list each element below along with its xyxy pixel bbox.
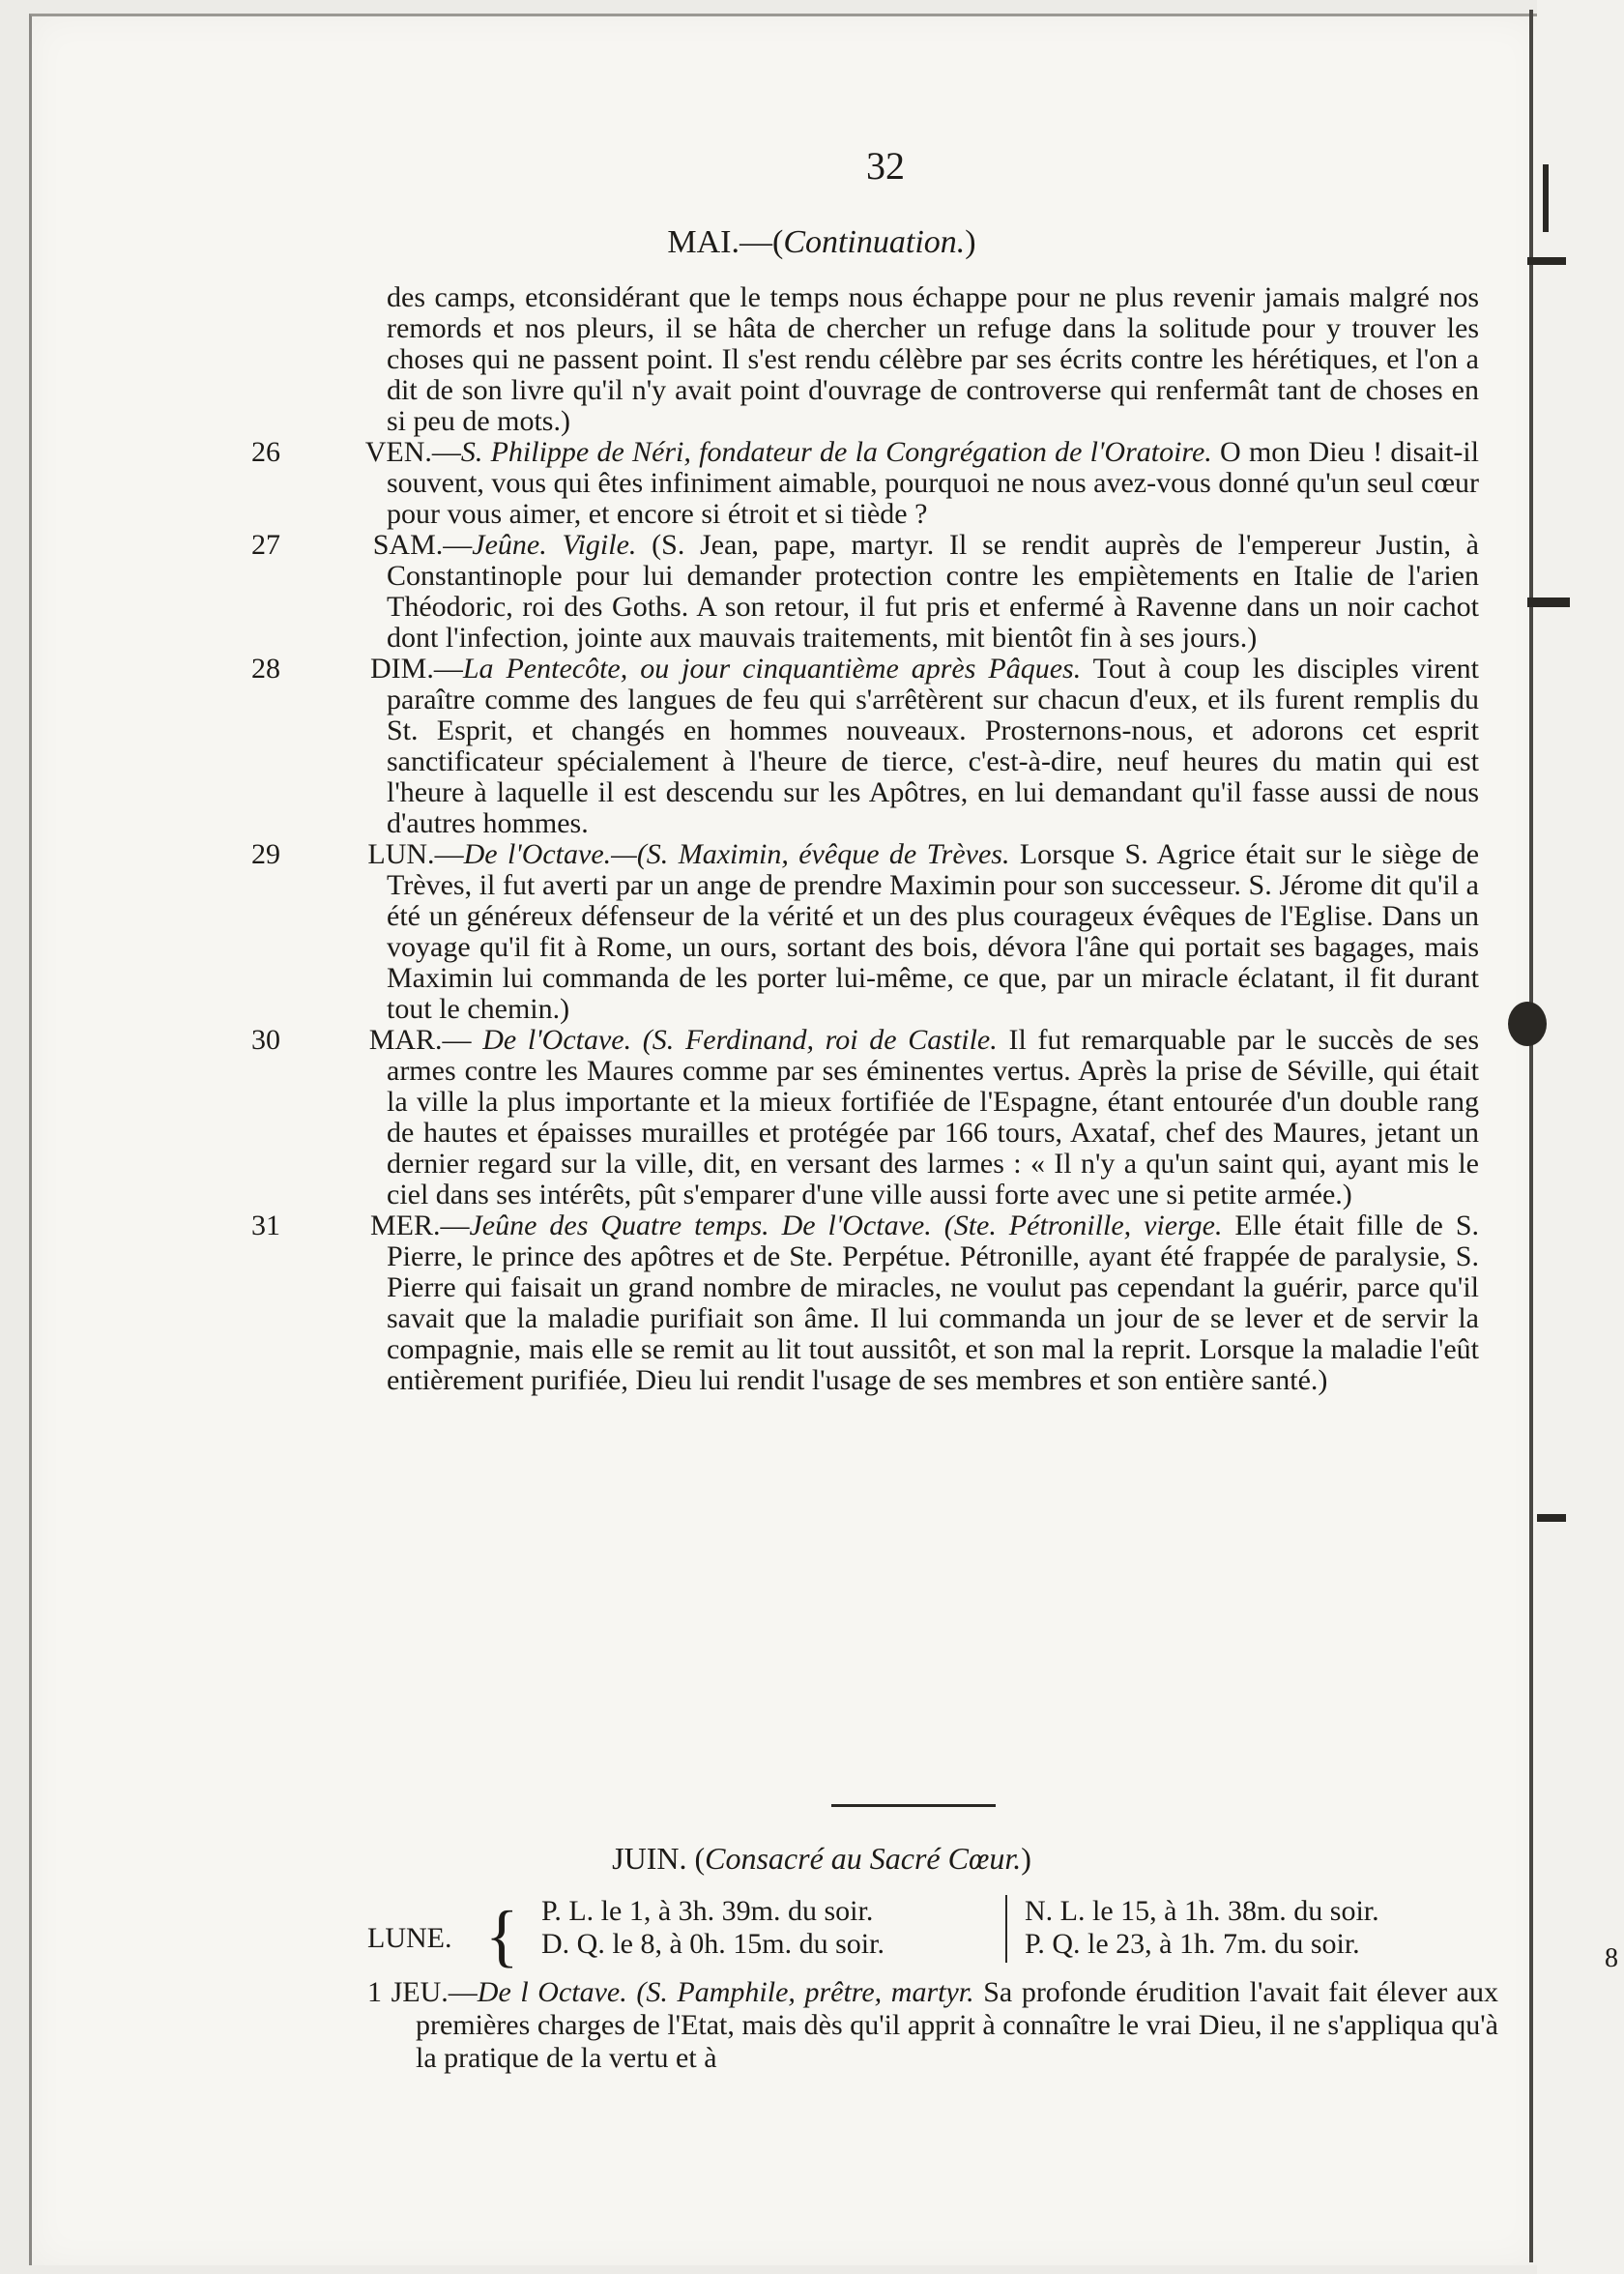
entry-feast: De l'Octave.—(S. Maximin, évêque de Trèves. [463,838,1010,870]
entry-day: MAR. [368,1024,443,1056]
entry-separator: — [440,1210,470,1241]
entry-feast: S. Philippe de Néri, fondateur de la Congrégation de l'Oratoire. [460,436,1212,468]
calendar-entry [251,653,1479,839]
entry-separator: — [448,1976,478,2008]
moon-phases-left [541,1895,884,1961]
juin-entries [367,1976,1498,2075]
continuation-paragraph: des camps, etconsidérant que le temps nous échappe pour ne plus revenir jamais malgré nos remords et nos pleurs, il se hâta de chercher un refuge dans la solitude pour y trouver les choses qui ne passent point. Il s'est rendu célèbre par ses écrits contre les hérétiques, et l'on a dit de son livre qu'il n'y avait point d'ouvrage de controverse qui renfermât tant de choses en si peu de mots.) [387,281,1479,437]
entry-text: (S. Jean, pape, martyr. Il se rendit auprès de l'empereur Justin, à Constantinople pour lui demander protection contre les empiètements en Italie de l'arien Théodoric, roi des Goths. A son retour, il fut pris et enfermé à Ravenne dans un noir cachot dont l'infection, jointe aux mauvais traitements, mit bientôt fin à ses jours.) [387,529,1480,654]
moon-phases-separator [1005,1895,1007,1963]
month-heading-suffix: ) [965,224,976,260]
entry-day: VEN. [364,436,432,468]
entry-separator: — [433,653,463,685]
entry-separator: — [434,838,464,870]
moon-phase: D. Q. le 8, à 0h. 15m. du soir. [541,1928,884,1960]
entry-day: DIM. [369,653,434,685]
page-edge-shadow [1529,10,1533,2262]
calendar-entry [251,1024,1480,1210]
calendar-entry [367,1976,1498,2075]
entry-feast: La Pentecôte, ou jour cinquantième après Pâques. [462,653,1082,685]
section-divider [831,1804,996,1807]
juin-heading [0,1841,1624,1877]
entry-number: 28 [251,653,280,685]
entry-number: 27 [251,529,280,561]
page-number: 32 [866,144,905,188]
binding-mark [1543,164,1549,232]
month-heading [0,224,1624,261]
entry-number: 1 [367,1976,382,2008]
entry-feast: Jeûne. Vigile. [472,529,637,561]
entry-day: JEU. [391,1976,449,2008]
month-heading-italic: Continuation. [783,224,966,260]
entry-number: 31 [251,1210,280,1241]
entry-number: 29 [251,838,280,870]
entry-day: LUN. [367,838,435,870]
entry-day: MER. [369,1210,441,1241]
binding-mark [1527,598,1570,607]
moon-phase: P. L. le 1, à 3h. 39m. du soir. [541,1895,874,1927]
entry-feast: Jeûne des Quatre temps. De l'Octave. (Ste. Pétronille, vierge. [469,1210,1223,1241]
moon-phase: N. L. le 15, à 1h. 38m. du soir. [1025,1895,1379,1927]
entry-text: Elle était fille de S. Pierre, le prince des apôtres et de Ste. Perpétue. Pétronille, ayant été frappée de paralysie, S. Pierre qui faisait un grand nombre de miracles, ne voulut pas cependant la guérir, parce qu'il savait que la maladie purifiait son âme. Il lui commanda un jour de se lever et de servir la compagnie, mais elle se remit au lit tout aussitôt, et son mal la reprit. Lorsque la maladie l'eût entièrement purifiée, Dieu lui rendit l'usage de ses membres et son entière santé.) [387,1210,1480,1396]
entry-separator: — [442,1024,483,1056]
calendar-entry [251,529,1480,654]
entry-day: SAM. [372,529,444,561]
next-page-strip [1537,0,1624,2274]
calendar-entry [251,436,1479,530]
moon-phases-label: LUNE. [367,1922,452,1954]
entry-text: O mon Dieu ! disait-il souvent, vous qui êtes infiniment aimable, pourquoi ne nous avez-vous donné qu'un seul cœur pour vous aimer, et encore si étroit et si tiède ? [387,436,1479,530]
calendar-entry [251,838,1480,1025]
calendar-entry [251,1210,1480,1396]
binding-mark [1537,1514,1566,1522]
margin-char: 8 [1605,1943,1618,1973]
entry-text: Sa profonde érudition l'avait fait élever aux premières charges de l'Etat, mais dès qu'il apprit à connaître le vrai Dieu, il ne s'appliqua qu'à la pratique de la vertu et à [416,1976,1498,2074]
juin-heading-suffix: ) [1021,1841,1031,1876]
entry-separator: — [431,436,461,468]
moon-phase: P. Q. le 23, à 1h. 7m. du soir. [1025,1928,1360,1960]
entry-number: 30 [251,1024,280,1056]
entry-number: 26 [251,436,280,468]
binding-mark [1508,1002,1547,1046]
moon-phases-right [1025,1895,1379,1961]
juin-heading-prefix: JUIN. ( [612,1841,706,1876]
juin-heading-italic: Consacré au Sacré Cœur. [705,1841,1022,1876]
entry-feast: De l Octave. (S. Pamphile, prêtre, martyr. [477,1976,974,2008]
entry-text: Tout à coup les disciples virent paraître comme des langues de feu qui s'arrêtèrent sur chacun d'eux, et ils furent remplis du St. Esprit, et changés en hommes nouveaux. Prosternons-nous, et adorons cet esprit sanctificateur spécialement à l'heure de tierce, c'est-à-dire, neuf heures du matin qui est l'heure à laquelle il est descendu sur les Apôtres, en lui demandant qu'il fasse aussi de nous d'autres hommes. [387,653,1479,839]
entry-text: Lorsque S. Agrice était sur le siège de Trèves, il fut averti par un ange de prendre Maximin pour son successeur. S. Jérome dit qu'il a été un généreux défenseur de la vérité et un des plus courageux évêques de l'Eglise. Dans un voyage qu'il fit à Rome, un ours, sortant des bois, dévora l'âne qui portait ses bagages, mais Maximin lui commanda de les porter lui-même, ce que, par un miracle éclatant, il fit durant tout le chemin.) [387,838,1480,1025]
calendar-entries [251,281,1480,1396]
entry-feast: De l'Octave. (S. Ferdinand, roi de Castile. [482,1024,998,1056]
entry-separator: — [443,529,473,561]
month-heading-prefix: MAI.—( [667,224,784,260]
entry-text: Il fut remarquable par le succès de ses armes contre les Maures comme par ses éminentes vertus. Après la prise de Séville, qui était la ville la plus importante et la mieux fortifiée de l'Espagne, étant entourée d'un double rang de hautes et épaisses murailles et protégée par 166 tours, Axataf, chef des Maures, jetant un dernier regard sur la ville, dit, en versant des larmes : « Il n'y a qu'un saint qui, ayant mis le ciel dans ses intérêts, pût s'emparer d'une ville aussi forte avec une si petite armée.) [387,1024,1480,1210]
brace-glyph: { [485,1897,519,1974]
